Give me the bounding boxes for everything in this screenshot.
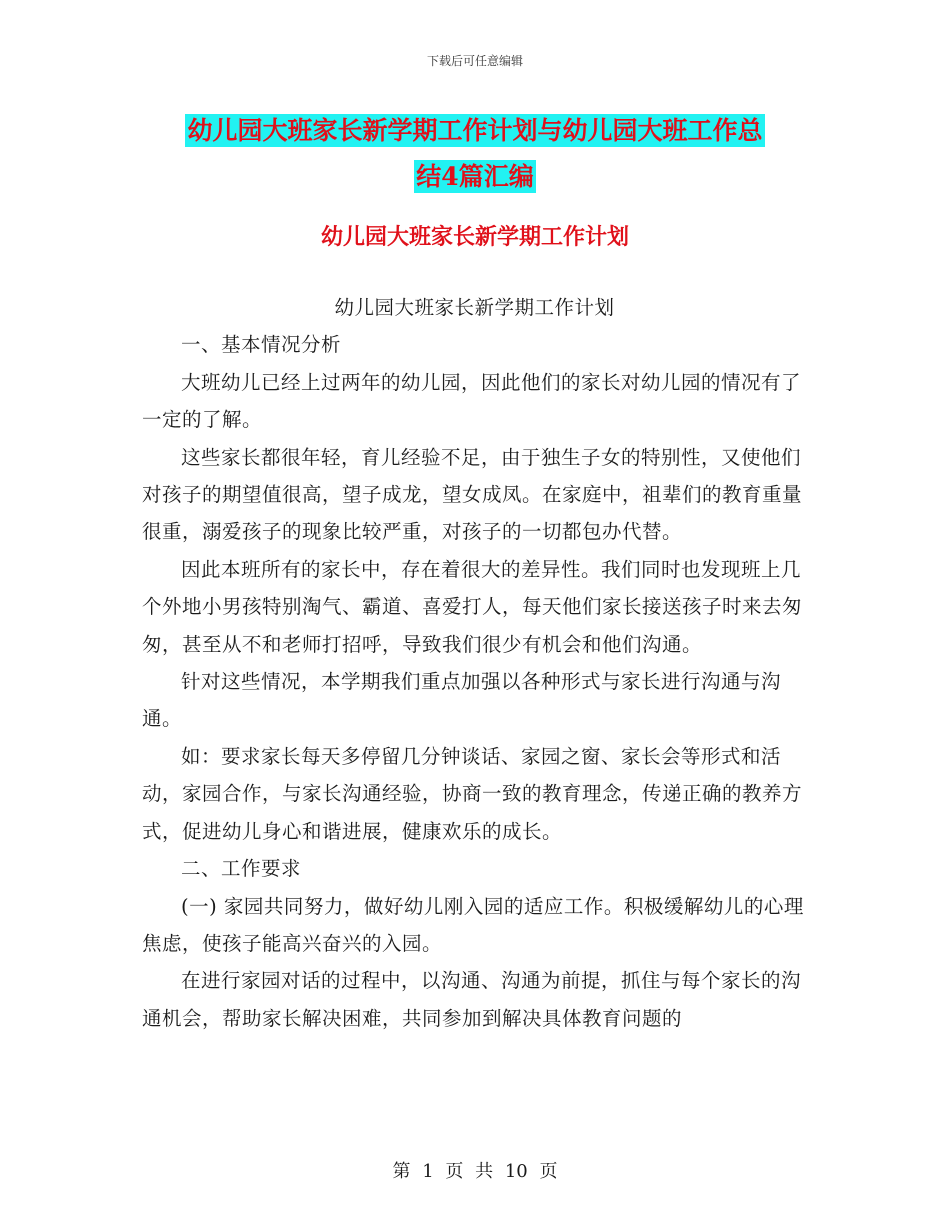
page-footer: 第 1 页 共 10 页 bbox=[392, 1161, 558, 1182]
header-note: 下载后可任意编辑 bbox=[426, 54, 523, 68]
document-title-line-2: 结4篇汇编 bbox=[416, 162, 534, 191]
heading-basic-analysis: 一、基本情况分析 bbox=[181, 333, 342, 357]
body-subtitle: 幼儿园大班家长新学期工作计划 bbox=[334, 296, 615, 319]
section-title: 幼儿园大班家长新学期工作计划 bbox=[320, 224, 629, 250]
paragraph: 这些家长都很年轻，育儿经验不足，由于独生子女的特别性，又使他们对孩子的期望值很高，望子成龙，望女成凤。在家庭中，祖辈们的教育重量很重，溺爱孩子的现象比较严重，对孩子的一切都包办代替。 bbox=[142, 445, 803, 544]
paragraph: 针对这些情况，本学期我们重点加强以各种形式与家长进行沟通与沟通。 bbox=[142, 670, 782, 731]
paragraph: 因此本班所有的家长中，存在着很大的差异性。我们同时也发现班上几个外地小男孩特别淘气、霸道、喜爱打人，每天他们家长接送孩子时来去匆匆，甚至从不和老师打招呼，导致我们很少有机会和他们沟通。 bbox=[142, 557, 803, 656]
document-body bbox=[142, 289, 807, 1037]
paragraph: (一) 家园共同努力，做好幼儿刚入园的适应工作。积极缓解幼儿的心理焦虑，使孩子能高兴奋兴的入园。 bbox=[142, 894, 804, 955]
paragraph: 如：要求家长每天多停留几分钟谈话、家园之窗、家长会等形式和活动，家园合作，与家长沟通经验，协商一致的教育理念，传递正确的教养方式，促进幼儿身心和谐进展，健康欢乐的成长。 bbox=[142, 744, 803, 843]
paragraph: 大班幼儿已经上过两年的幼儿园，因此他们的家长对幼儿园的情况有了一定的了解。 bbox=[142, 370, 802, 432]
document-title bbox=[140, 108, 810, 200]
paragraph: 在进行家园对话的过程中，以沟通、沟通为前提，抓住与每个家长的沟通机会，帮助家长解决困难，共同参加到解决具体教育问题的 bbox=[142, 969, 802, 1030]
heading-work-requirements: 二、工作要求 bbox=[181, 857, 302, 881]
document-title-line-1: 幼儿园大班家长新学期工作计划与幼儿园大班工作总 bbox=[187, 116, 763, 145]
